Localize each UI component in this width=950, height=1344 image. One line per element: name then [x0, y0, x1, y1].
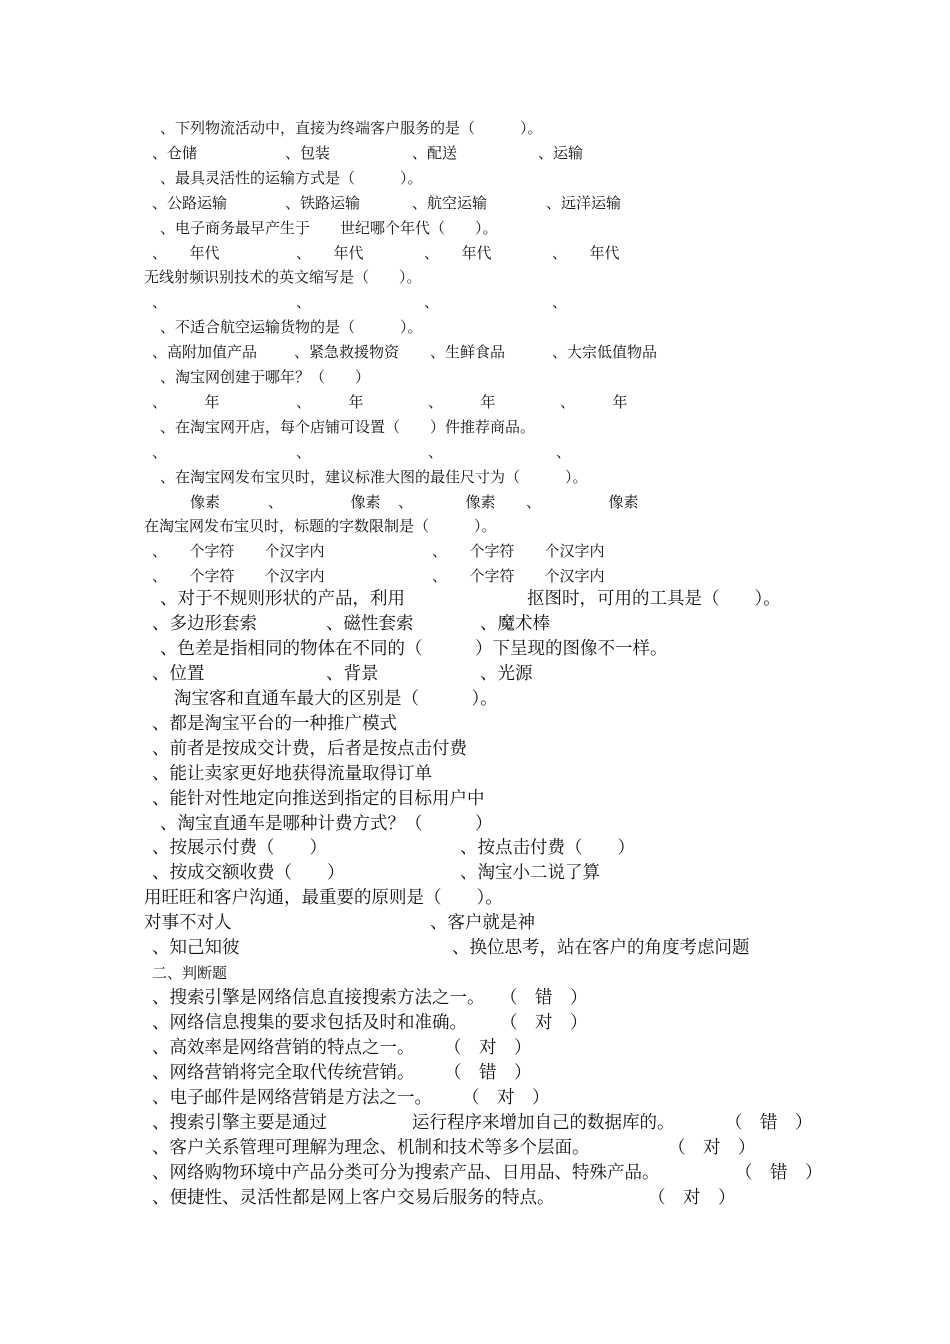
option-c: 、按成交额收费（ ）: [152, 863, 345, 883]
option-b: 、客户就是神: [430, 913, 535, 933]
option-c: 、知己知彼: [152, 938, 240, 958]
option-b: 、包装: [285, 144, 331, 162]
question-stem: 在淘宝网发布宝贝时，标题的字数限制是（ ）。: [144, 517, 497, 535]
judge-item-continued: 运行程序来增加自己的数据库的。: [412, 1113, 675, 1133]
question-stem: 用旺旺和客户沟通，最重要的原则是（ ）。: [144, 888, 503, 908]
option-d: 、大宗低值物品: [552, 343, 658, 361]
option-b: 、: [296, 443, 312, 461]
question-stem: 、下列物流活动中，直接为终端客户服务的是（ ）。: [160, 119, 543, 137]
option-b: 、按点击付费（ ）: [460, 838, 635, 858]
option-a: 、仓储: [152, 144, 198, 162]
option-a: 、 年代: [152, 244, 220, 262]
option-a: 、多边形套索: [152, 614, 257, 634]
option-d: 、 个字符 个汉字内: [432, 567, 605, 585]
option-c: 、魔术棒: [480, 614, 550, 634]
option-d: 、能针对性地定向推送到指定的目标用户中: [152, 789, 485, 809]
judge-item: 、搜索引擎是网络信息直接搜索方法之一。: [152, 988, 485, 1008]
judge-item: 、网络购物环境中产品分类可分为搜索产品、日用品、特殊产品。: [152, 1163, 660, 1183]
option-d: 、运输: [538, 144, 584, 162]
judge-answer: （ 对 ）: [648, 1188, 736, 1208]
question-stem: 、不适合航空运输货物的是（ ）。: [160, 318, 423, 336]
question-stem: 无线射频识别技术的英文缩写是（ ）。: [144, 268, 422, 286]
option-d: 、: [556, 443, 572, 461]
question-stem: 、淘宝直通车是哪种计费方式？（ ）: [160, 814, 493, 834]
option-a: 、公路运输: [152, 194, 228, 212]
question-stem: 、电子商务最早产生于 世纪哪个年代（ ）。: [160, 219, 498, 237]
option-c: 、: [424, 293, 440, 311]
option-b: 、: [296, 293, 312, 311]
judge-answer: （ 对 ）: [444, 1038, 532, 1058]
option-a: 、 个字符 个汉字内: [152, 542, 325, 560]
option-a: 、高附加值产品: [152, 343, 258, 361]
option-a: 、位置: [152, 664, 205, 684]
option-c: 、光源: [480, 664, 533, 684]
option-a: 、: [152, 443, 168, 461]
option-b: 、铁路运输: [285, 194, 361, 212]
judge-answer: （ 对 ）: [500, 1013, 588, 1033]
option-d: 、: [552, 293, 568, 311]
option-d: 、 年: [560, 393, 628, 411]
option-d: 、 像素: [526, 493, 639, 511]
option-c: 、 年代: [424, 244, 492, 262]
question-stem: 、在淘宝网开店，每个店铺可设置（ ）件推荐商品。: [160, 418, 536, 436]
judge-item: 、客户关系管理可理解为理念、机制和技术等多个层面。: [152, 1138, 590, 1158]
section-title: 二、判断题: [152, 964, 228, 982]
option-b: 、紧急救援物资: [294, 343, 400, 361]
option-d: 、远洋运输: [546, 194, 622, 212]
judge-answer: （ 对 ）: [668, 1138, 756, 1158]
judge-answer: （ 错 ）: [735, 1163, 823, 1183]
option-d: 、 年代: [552, 244, 620, 262]
option-d: 、换位思考，站在客户的角度考虑问题: [452, 938, 750, 958]
judge-answer: （ 错 ）: [500, 988, 588, 1008]
judge-answer: （ 错 ）: [725, 1113, 813, 1133]
option-c: 、能让卖家更好地获得流量取得订单: [152, 764, 432, 784]
option-b: 、前者是按成交计费，后者是按点击付费: [152, 739, 467, 759]
judge-item: 、网络营销将完全取代传统营销。: [152, 1063, 415, 1083]
option-a: 、按展示付费（ ）: [152, 838, 327, 858]
option-c: 、 像素: [398, 493, 496, 511]
option-b: 、 年: [296, 393, 364, 411]
option-c: 、配送: [412, 144, 458, 162]
question-stem: 、最具灵活性的运输方式是（ ）。: [160, 169, 423, 187]
judge-item: 、网络信息搜集的要求包括及时和准确。: [152, 1013, 467, 1033]
option-a: 、都是淘宝平台的一种推广模式: [152, 714, 397, 734]
judge-item: 、电子邮件是网络营销是方法之一。: [152, 1088, 432, 1108]
option-b: 、 个字符 个汉字内: [432, 542, 605, 560]
question-stem: 、在淘宝网发布宝贝时，建议标准大图的最佳尺寸为（ ）。: [160, 468, 588, 486]
option-c: 、航空运输: [412, 194, 488, 212]
question-stem: 、色差是指相同的物体在不同的（ ）下呈现的图像不一样。: [160, 639, 668, 659]
judge-item: 、高效率是网络营销的特点之一。: [152, 1038, 415, 1058]
option-a: 对事不对人: [144, 913, 232, 933]
judge-item: 、搜索引擎主要是通过: [152, 1113, 327, 1133]
judge-answer: （ 对 ）: [462, 1088, 550, 1108]
option-b: 、背景: [326, 664, 379, 684]
question-stem: 、淘宝网创建于哪年？（ ）: [160, 368, 371, 386]
option-b: 、 年代: [296, 244, 364, 262]
question-stem-continued: 抠图时，可用的工具是（ ）。: [527, 589, 781, 609]
option-a: 、 年: [152, 393, 220, 411]
option-c: 、 个字符 个汉字内: [152, 567, 325, 585]
option-a: 像素: [190, 493, 221, 511]
question-stem: 、对于不规则形状的产品，利用: [160, 589, 405, 609]
question-stem: 淘宝客和直通车最大的区别是（ ）。: [174, 689, 498, 709]
option-b: 、 像素: [268, 493, 381, 511]
option-c: 、生鲜食品: [430, 343, 506, 361]
option-c: 、: [428, 443, 444, 461]
option-c: 、 年: [428, 393, 496, 411]
option-b: 、磁性套索: [326, 614, 414, 634]
option-d: 、淘宝小二说了算: [460, 863, 600, 883]
judge-item: 、便捷性、灵活性都是网上客户交易后服务的特点。: [152, 1188, 555, 1208]
option-a: 、: [152, 293, 168, 311]
judge-answer: （ 错 ）: [444, 1063, 532, 1083]
